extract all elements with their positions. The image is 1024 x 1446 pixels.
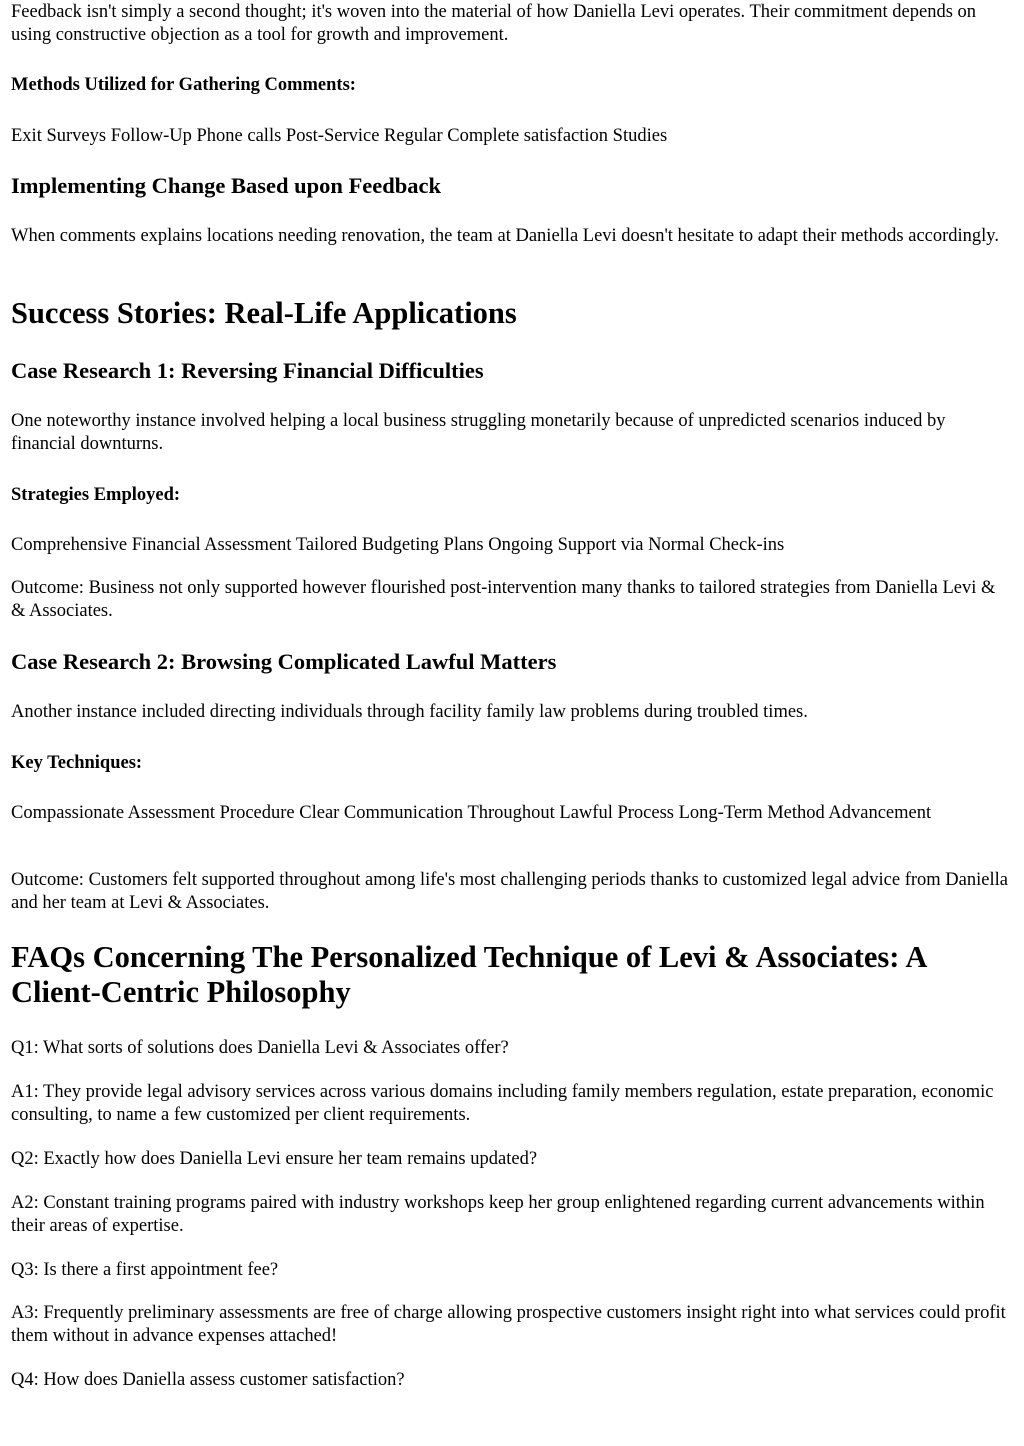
case2-techniques-heading: Key Techniques: (11, 753, 143, 773)
faq-question-4: Q4: How does Daniella assess customer satisfaction? (11, 1370, 405, 1390)
case1-strategies-heading: Strategies Employed: (11, 485, 181, 505)
feedback-intro-paragraph: Feedback isn't simply a second thought; it's woven into the material of how Daniella Levi operates. Their commitment depends on using constructive objection as a tool for growth and improvement. (11, 2, 977, 45)
case2-techniques-list: Compassionate Assessment Procedure Clear Communication Throughout Lawful Process Long-Term Method Advancement (11, 803, 932, 823)
implementing-change-heading: Implementing Change Based upon Feedback (11, 173, 442, 198)
case1-heading: Case Research 1: Reversing Financial Difficulties (11, 358, 484, 383)
faq-question-1: Q1: What sorts of solutions does Daniella Levi & Associates offer? (11, 1038, 509, 1058)
case2-outcome-paragraph: Outcome: Customers felt supported throughout among life's most challenging periods thanks to customized legal advice from Daniella and her team at Levi & Associates. (11, 870, 1008, 913)
case1-paragraph: One noteworthy instance involved helping a local business struggling monetarily because of unpredicted scenarios induced by financial downturns. (11, 411, 946, 454)
faq-answer-3: A3: Frequently preliminary assessments are free of charge allowing prospective customers insight right into what services could profit them without in advance expenses attached! (11, 1303, 1006, 1346)
faq-question-3: Q3: Is there a first appointment fee? (11, 1260, 279, 1280)
case2-paragraph: Another instance included directing individuals through facility family law problems during troubled times. (11, 702, 808, 722)
faq-heading: FAQs Concerning The Personalized Technique of Levi & Associates: A Client-Centric Philosophy (11, 940, 926, 1009)
case2-heading: Case Research 2: Browsing Complicated Lawful Matters (11, 649, 557, 674)
faq-question-2: Q2: Exactly how does Daniella Levi ensure her team remains updated? (11, 1149, 538, 1169)
implementing-change-paragraph: When comments explains locations needing renovation, the team at Daniella Levi doesn't hesitate to adapt their methods accordingly. (11, 226, 999, 246)
methods-list-paragraph: Exit Surveys Follow-Up Phone calls Post-Service Regular Complete satisfaction Studies (11, 126, 668, 146)
faq-answer-2: A2: Constant training programs paired with industry workshops keep her group enlightened regarding current advancements within their areas of expertise. (11, 1193, 985, 1236)
methods-heading: Methods Utilized for Gathering Comments: (11, 75, 356, 95)
case1-strategies-list: Comprehensive Financial Assessment Tailored Budgeting Plans Ongoing Support via Normal Check-ins (11, 535, 785, 555)
case1-outcome-paragraph: Outcome: Business not only supported however flourished post-intervention many thanks to tailored strategies from Daniella Levi & & Associates. (11, 578, 996, 621)
faq-answer-1: A1: They provide legal advisory services across various domains including family members regulation, estate preparation, economic consulting, to name a few customized per client requirements. (11, 1082, 994, 1125)
success-stories-heading: Success Stories: Real-Life Applications (11, 296, 517, 330)
